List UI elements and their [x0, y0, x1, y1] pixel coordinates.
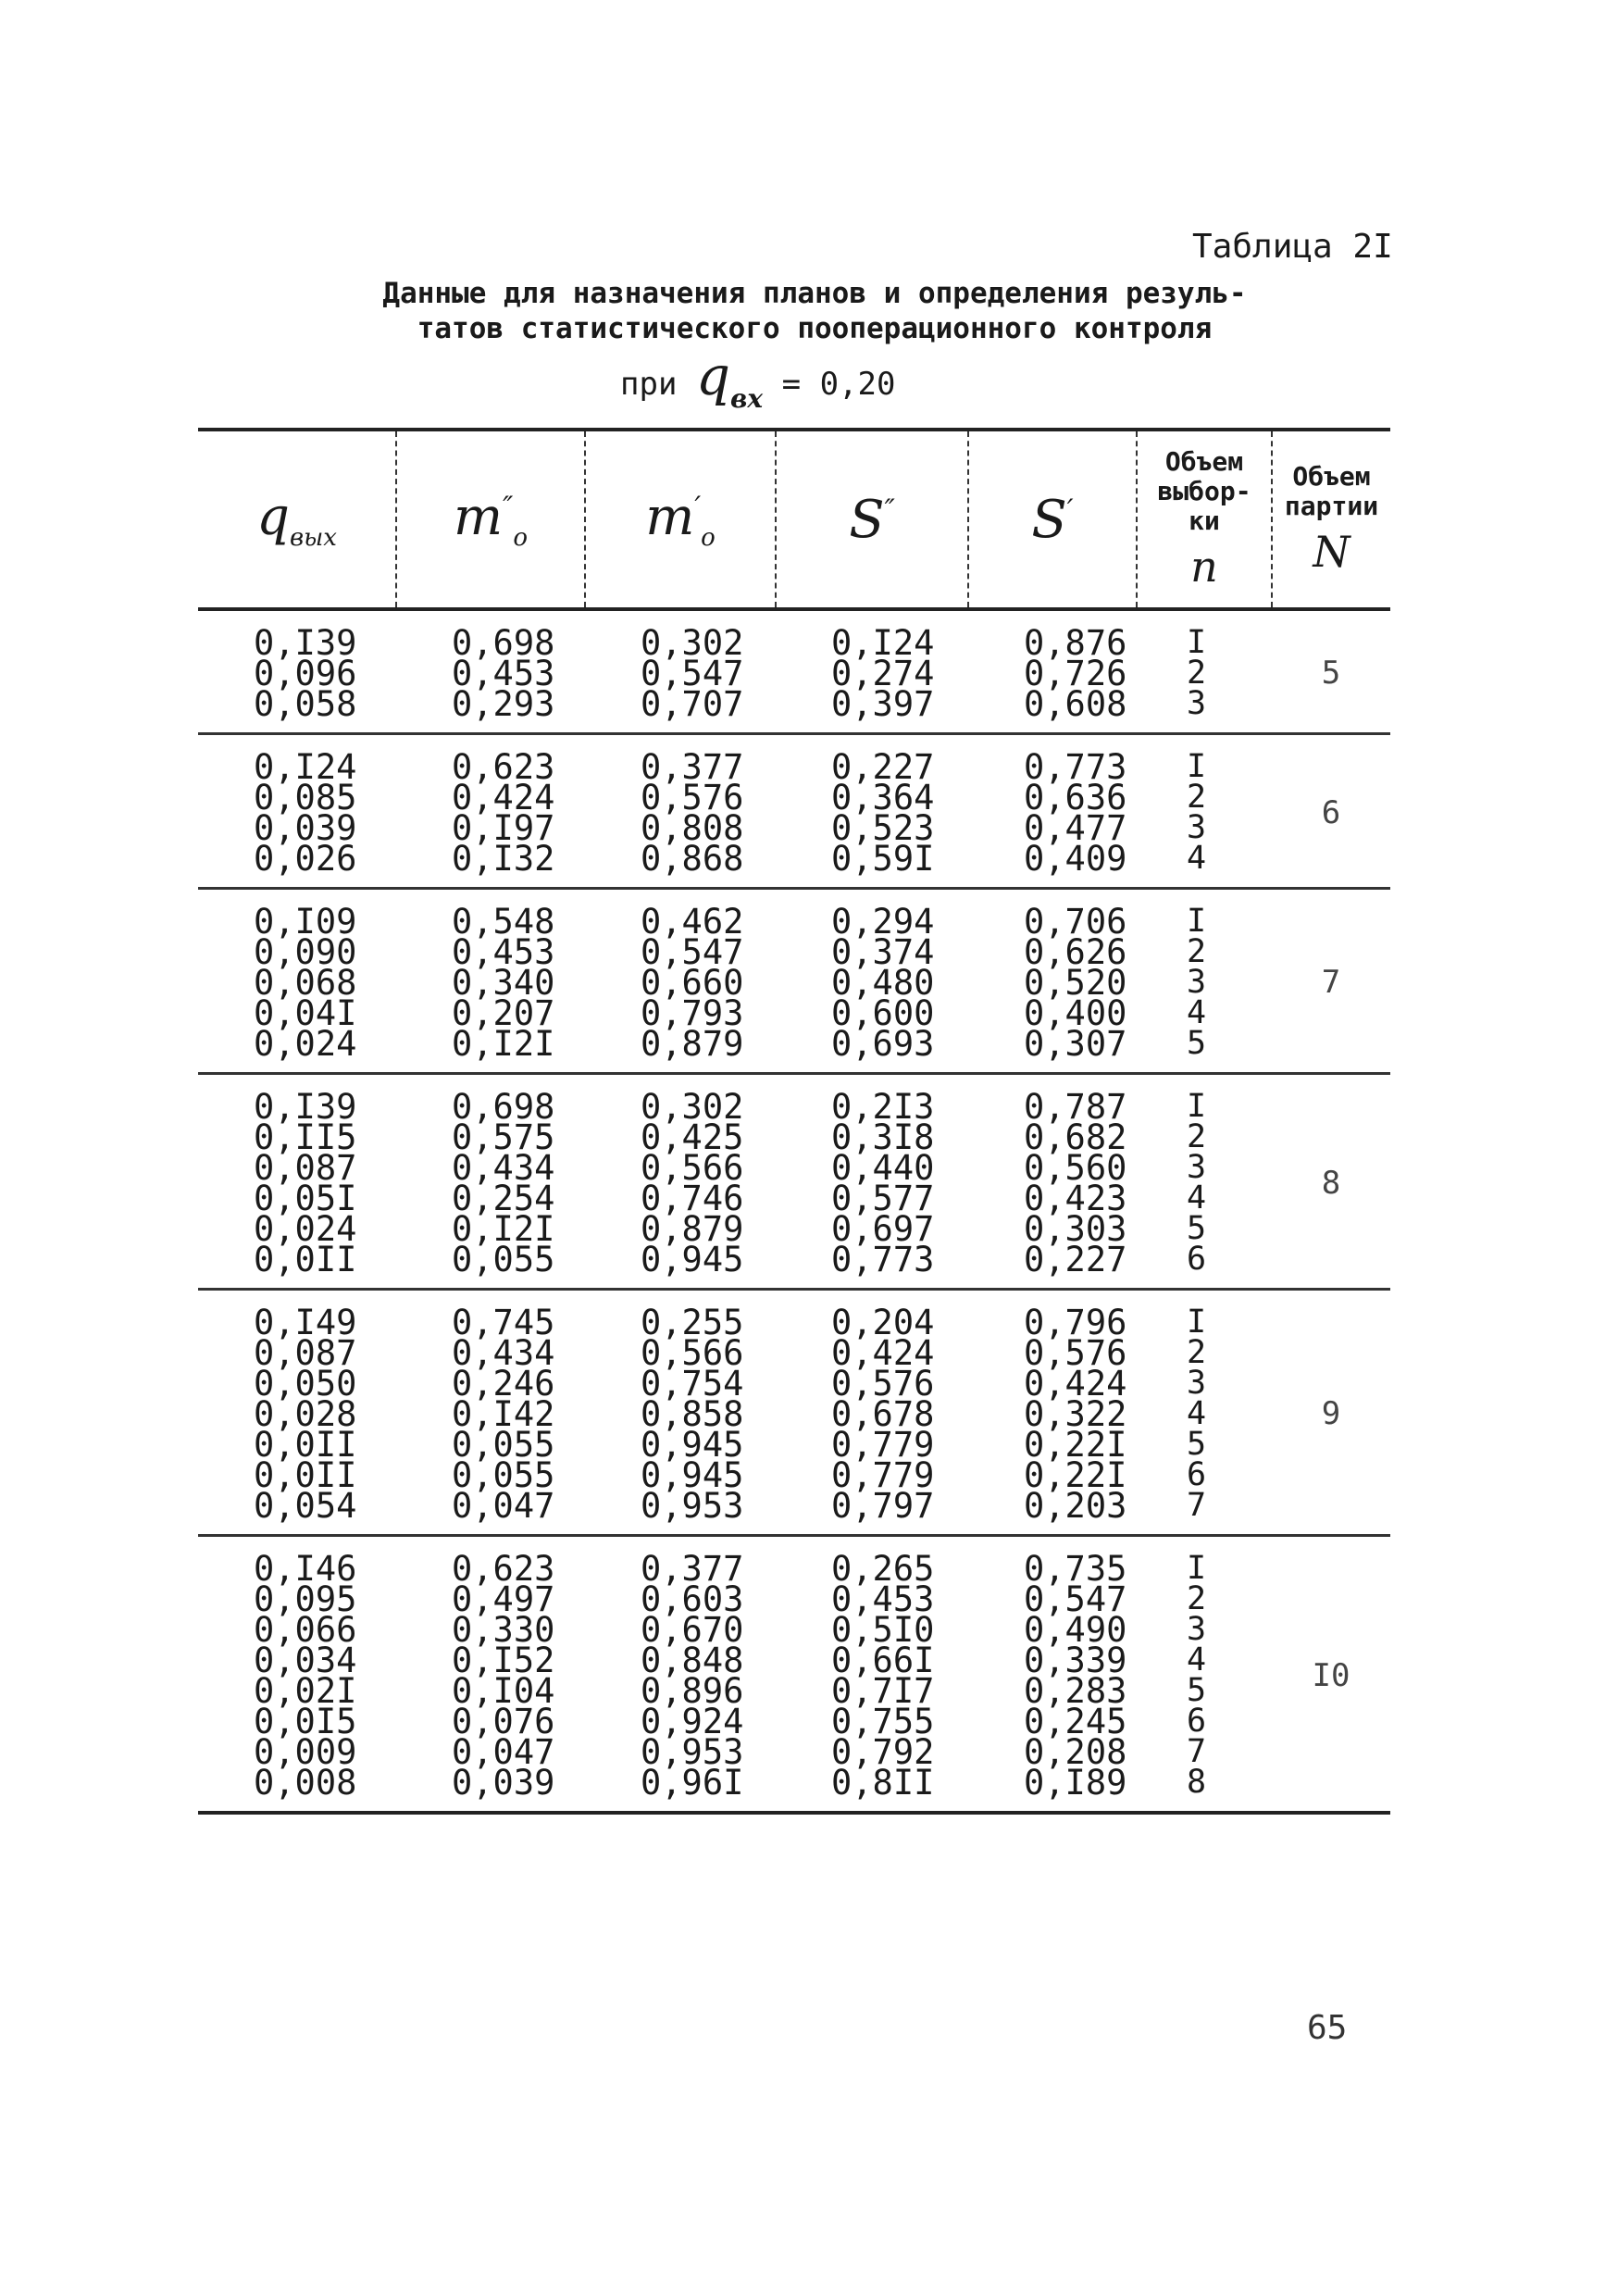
value: 0,I39	[254, 1087, 357, 1127]
value: 0,66I	[831, 1641, 935, 1680]
table-header-row	[198, 430, 1390, 609]
value: 0,I09	[254, 902, 357, 942]
header-s-double: S″	[776, 430, 968, 609]
value: 0,576	[831, 1364, 935, 1404]
value: 2	[1187, 1580, 1207, 1617]
value: 0,453	[831, 1579, 935, 1619]
value: 7	[1187, 1733, 1207, 1770]
cell-lot-size: 8	[1272, 1074, 1390, 1290]
value: I	[1187, 624, 1207, 661]
cell-m0-double	[396, 609, 585, 734]
value: 0,II5	[254, 1117, 357, 1157]
value: I	[1187, 903, 1207, 940]
value: 0,374	[831, 932, 935, 972]
condition-symbol: q	[695, 344, 731, 407]
value: 0,047	[452, 1732, 555, 1772]
cell-m0-single	[585, 1290, 776, 1536]
table-row	[198, 1290, 1390, 1536]
value: 0,096	[254, 654, 357, 693]
value: 0,755	[831, 1702, 935, 1741]
value: 0,490	[1024, 1610, 1127, 1650]
value: 0,779	[831, 1425, 935, 1465]
cell-sample-size	[1137, 1290, 1272, 1536]
cell-m0-single	[585, 734, 776, 889]
value: 0,377	[641, 1549, 744, 1589]
value: 0,054	[254, 1486, 357, 1526]
value: 0,440	[831, 1148, 935, 1188]
value: 0,302	[641, 623, 744, 663]
value: 0,I89	[1024, 1763, 1127, 1803]
value: 0,090	[254, 932, 357, 972]
value: 0,050	[254, 1364, 357, 1404]
value: 0,294	[831, 902, 935, 942]
value: 6	[1187, 1241, 1207, 1278]
table-row	[198, 889, 1390, 1074]
value: 0,I46	[254, 1549, 357, 1589]
value: 0,924	[641, 1702, 744, 1741]
table-row	[198, 734, 1390, 889]
value: 0,876	[1024, 623, 1127, 663]
value: 0,024	[254, 1024, 357, 1064]
table-row	[198, 609, 1390, 734]
value: 0,I2I	[452, 1209, 555, 1249]
value: 0,425	[641, 1117, 744, 1157]
cell-m0-double	[396, 1536, 585, 1814]
header-m0-single: $m'_o$	[585, 430, 776, 609]
value: I	[1187, 748, 1207, 785]
value: 0,603	[641, 1579, 744, 1619]
cell-m0-single	[585, 609, 776, 734]
value: 0,787	[1024, 1087, 1127, 1127]
value: 3	[1187, 685, 1207, 722]
value: 0,96I	[641, 1763, 744, 1803]
value: 5	[1187, 1672, 1207, 1709]
value: 0,678	[831, 1394, 935, 1434]
table-body	[198, 609, 1390, 1813]
cell-s-double	[776, 1536, 968, 1814]
value: 5	[1187, 1025, 1207, 1062]
value: 0,I24	[254, 747, 357, 787]
value: 0,434	[452, 1148, 555, 1188]
value: 0,808	[641, 808, 744, 848]
value: 0,3I8	[831, 1117, 935, 1157]
value: 0,59I	[831, 839, 935, 879]
value: 0,009	[254, 1732, 357, 1772]
value: 0,0II	[254, 1240, 357, 1279]
cell-sample-size	[1137, 1536, 1272, 1814]
value: 0,547	[641, 932, 744, 972]
value: 0,302	[641, 1087, 744, 1127]
cell-q-out	[198, 1536, 396, 1814]
value: 0,303	[1024, 1209, 1127, 1249]
value: I	[1187, 1304, 1207, 1341]
value: 0,868	[641, 839, 744, 879]
value: 6	[1187, 1456, 1207, 1493]
condition-subscript: вх	[730, 383, 764, 414]
title-line-1: Данные для назначения планов и определения резуль-	[382, 277, 1247, 310]
value: 0,945	[641, 1425, 744, 1465]
value: 5	[1187, 1210, 1207, 1247]
header-s-single: S′	[968, 430, 1137, 609]
value: 0,087	[254, 1333, 357, 1373]
value: 0,520	[1024, 963, 1127, 1003]
cell-m0-double	[396, 889, 585, 1074]
table-row	[198, 1074, 1390, 1290]
value: 0,796	[1024, 1303, 1127, 1342]
value: 0,068	[254, 963, 357, 1003]
value: 0,424	[831, 1333, 935, 1373]
table-label: Таблица 2I	[1192, 228, 1393, 266]
value: 0,0I5	[254, 1702, 357, 1741]
value: 0,I42	[452, 1394, 555, 1434]
value: 0,945	[641, 1240, 744, 1279]
value: 0,754	[641, 1364, 744, 1404]
header-lot-size: Объем партии N	[1272, 430, 1390, 609]
value: 2	[1187, 1334, 1207, 1371]
value: 0,566	[641, 1333, 744, 1373]
value: 0,227	[831, 747, 935, 787]
value: 0,746	[641, 1179, 744, 1218]
cell-q-out	[198, 889, 396, 1074]
value: 0,424	[1024, 1364, 1127, 1404]
value: 2	[1187, 655, 1207, 692]
value: 0,05I	[254, 1179, 357, 1218]
value: 0,497	[452, 1579, 555, 1619]
value: 0,698	[452, 623, 555, 663]
cell-lot-size: 9	[1272, 1290, 1390, 1536]
cell-sample-size	[1137, 1074, 1272, 1290]
value: 0,2I3	[831, 1087, 935, 1127]
value: 0,330	[452, 1610, 555, 1650]
value: 0,560	[1024, 1148, 1127, 1188]
value: 0,377	[641, 747, 744, 787]
value: 0,773	[1024, 747, 1127, 787]
value: 0,576	[1024, 1333, 1127, 1373]
value: 0,207	[452, 993, 555, 1033]
cell-m0-single	[585, 889, 776, 1074]
value: 0,026	[254, 839, 357, 879]
value: 0,055	[452, 1240, 555, 1279]
page-number: 65	[1307, 2009, 1348, 2047]
value: 4	[1187, 994, 1207, 1031]
value: 0,204	[831, 1303, 935, 1342]
results-table	[198, 428, 1390, 1815]
value: 0,364	[831, 778, 935, 817]
value: 0,707	[641, 684, 744, 724]
value: 0,047	[452, 1486, 555, 1526]
cell-lot-size: 6	[1272, 734, 1390, 889]
value: 0,773	[831, 1240, 935, 1279]
value: 8	[1187, 1764, 1207, 1801]
value: 4	[1187, 1179, 1207, 1217]
value: 0,623	[452, 1549, 555, 1589]
cell-m0-single	[585, 1074, 776, 1290]
cell-m0-double	[396, 734, 585, 889]
value: 0,453	[452, 932, 555, 972]
value: 0,076	[452, 1702, 555, 1741]
value: 4	[1187, 1641, 1207, 1678]
cell-q-out	[198, 609, 396, 734]
value: 4	[1187, 840, 1207, 877]
value: 2	[1187, 1118, 1207, 1155]
value: 0,024	[254, 1209, 357, 1249]
value: 4	[1187, 1395, 1207, 1432]
cell-s-single	[968, 1290, 1137, 1536]
cell-s-double	[776, 1074, 968, 1290]
value: 0,7I7	[831, 1671, 935, 1711]
value: 6	[1187, 1703, 1207, 1740]
condition-value: = 0,20	[781, 366, 896, 403]
value: 0,087	[254, 1148, 357, 1188]
value: 0,623	[452, 747, 555, 787]
value: 0,254	[452, 1179, 555, 1218]
value: 0,477	[1024, 808, 1127, 848]
cell-s-double	[776, 609, 968, 734]
value: 0,058	[254, 684, 357, 724]
value: 0,698	[452, 1087, 555, 1127]
value: 0,547	[1024, 1579, 1127, 1619]
value: 0,462	[641, 902, 744, 942]
value: 0,779	[831, 1455, 935, 1495]
value: 0,953	[641, 1732, 744, 1772]
value: 0,896	[641, 1671, 744, 1711]
cell-s-double	[776, 889, 968, 1074]
value: 0,953	[641, 1486, 744, 1526]
value: 0,095	[254, 1579, 357, 1619]
value: 3	[1187, 809, 1207, 846]
value: 0,575	[452, 1117, 555, 1157]
header-m0-double: $m''_o$	[396, 430, 585, 609]
value: 0,793	[641, 993, 744, 1033]
value: I	[1187, 1088, 1207, 1125]
cell-s-single	[968, 734, 1137, 889]
value: 0,22I	[1024, 1425, 1127, 1465]
value: 0,848	[641, 1641, 744, 1680]
value: 0,283	[1024, 1671, 1127, 1711]
value: 0,858	[641, 1394, 744, 1434]
value: 0,548	[452, 902, 555, 942]
cell-s-double	[776, 1290, 968, 1536]
value: 0,04I	[254, 993, 357, 1033]
value: 0,600	[831, 993, 935, 1033]
value: 0,608	[1024, 684, 1127, 724]
cell-s-single	[968, 609, 1137, 734]
value: 0,02I	[254, 1671, 357, 1711]
value: 0,5I0	[831, 1610, 935, 1650]
value: 0,726	[1024, 654, 1127, 693]
cell-s-single	[968, 1074, 1137, 1290]
value: 0,945	[641, 1455, 744, 1495]
value: 0,745	[452, 1303, 555, 1342]
value: 0,434	[452, 1333, 555, 1373]
value: 0,203	[1024, 1486, 1127, 1526]
value: 0,I04	[452, 1671, 555, 1711]
value: 0,227	[1024, 1240, 1127, 1279]
value: 0,547	[641, 654, 744, 693]
value: 0,424	[452, 778, 555, 817]
value: 7	[1187, 1487, 1207, 1524]
value: 0,879	[641, 1209, 744, 1249]
cell-lot-size: I0	[1272, 1536, 1390, 1814]
value: 0,660	[641, 963, 744, 1003]
value: 0,I49	[254, 1303, 357, 1342]
value: 0,693	[831, 1024, 935, 1064]
value: 0,307	[1024, 1024, 1127, 1064]
value: 0,697	[831, 1209, 935, 1249]
value: 0,066	[254, 1610, 357, 1650]
value: 0,636	[1024, 778, 1127, 817]
value: 0,I24	[831, 623, 935, 663]
value: 0,22I	[1024, 1455, 1127, 1495]
value: 0,400	[1024, 993, 1127, 1033]
value: 0,208	[1024, 1732, 1127, 1772]
value: 0,409	[1024, 839, 1127, 879]
value: 0,792	[831, 1732, 935, 1772]
value: 0,339	[1024, 1641, 1127, 1680]
value: 0,340	[452, 963, 555, 1003]
value: 0,670	[641, 1610, 744, 1650]
value: 0,008	[254, 1763, 357, 1803]
cell-q-out	[198, 1074, 396, 1290]
value: 3	[1187, 1149, 1207, 1186]
cell-s-single	[968, 1536, 1137, 1814]
value: 0,039	[254, 808, 357, 848]
value: 0,423	[1024, 1179, 1127, 1218]
value: 0,577	[831, 1179, 935, 1218]
cell-q-out	[198, 734, 396, 889]
value: 0,055	[452, 1425, 555, 1465]
header-q-out: $q_{вых}$	[198, 430, 396, 609]
value: 3	[1187, 1611, 1207, 1648]
value: 0,576	[641, 778, 744, 817]
value: 2	[1187, 779, 1207, 816]
title-line-2: татов статистического пооперационного контроля	[417, 312, 1213, 345]
value: 0,8II	[831, 1763, 935, 1803]
value: 0,246	[452, 1364, 555, 1404]
header-sample-size: Объем выбор- ки n	[1137, 430, 1272, 609]
value: 2	[1187, 933, 1207, 970]
value: 0,453	[452, 654, 555, 693]
value: 0,255	[641, 1303, 744, 1342]
cell-lot-size: 5	[1272, 609, 1390, 734]
cell-sample-size	[1137, 734, 1272, 889]
value: 0,566	[641, 1148, 744, 1188]
value: I	[1187, 1550, 1207, 1587]
table-title	[278, 276, 1351, 346]
value: 0,626	[1024, 932, 1127, 972]
input-defect-condition	[620, 344, 896, 414]
cell-lot-size: 7	[1272, 889, 1390, 1074]
value: 3	[1187, 1365, 1207, 1402]
value: 0,I2I	[452, 1024, 555, 1064]
value: 0,245	[1024, 1702, 1127, 1741]
cell-m0-double	[396, 1290, 585, 1536]
value: 0,085	[254, 778, 357, 817]
value: 0,I39	[254, 623, 357, 663]
value: 0,322	[1024, 1394, 1127, 1434]
value: 3	[1187, 964, 1207, 1001]
table-row	[198, 1536, 1390, 1814]
value: 0,265	[831, 1549, 935, 1589]
value: 0,523	[831, 808, 935, 848]
value: 5	[1187, 1426, 1207, 1463]
value: 0,735	[1024, 1549, 1127, 1589]
cell-m0-single	[585, 1536, 776, 1814]
cell-s-single	[968, 889, 1137, 1074]
value: 0,293	[452, 684, 555, 724]
value: 0,I32	[452, 839, 555, 879]
value: 0,055	[452, 1455, 555, 1495]
cell-m0-double	[396, 1074, 585, 1290]
cell-sample-size	[1137, 889, 1272, 1074]
value: 0,I97	[452, 808, 555, 848]
cell-s-double	[776, 734, 968, 889]
value: 0,0II	[254, 1455, 357, 1495]
cell-q-out	[198, 1290, 396, 1536]
cell-sample-size	[1137, 609, 1272, 734]
value: 0,0II	[254, 1425, 357, 1465]
value: 0,274	[831, 654, 935, 693]
condition-prefix: при	[620, 366, 678, 403]
value: 0,028	[254, 1394, 357, 1434]
value: 0,034	[254, 1641, 357, 1680]
value: 0,706	[1024, 902, 1127, 942]
value: 0,797	[831, 1486, 935, 1526]
value: 0,039	[452, 1763, 555, 1803]
value: 0,480	[831, 963, 935, 1003]
value: 0,I52	[452, 1641, 555, 1680]
value: 0,879	[641, 1024, 744, 1064]
value: 0,682	[1024, 1117, 1127, 1157]
value: 0,397	[831, 684, 935, 724]
